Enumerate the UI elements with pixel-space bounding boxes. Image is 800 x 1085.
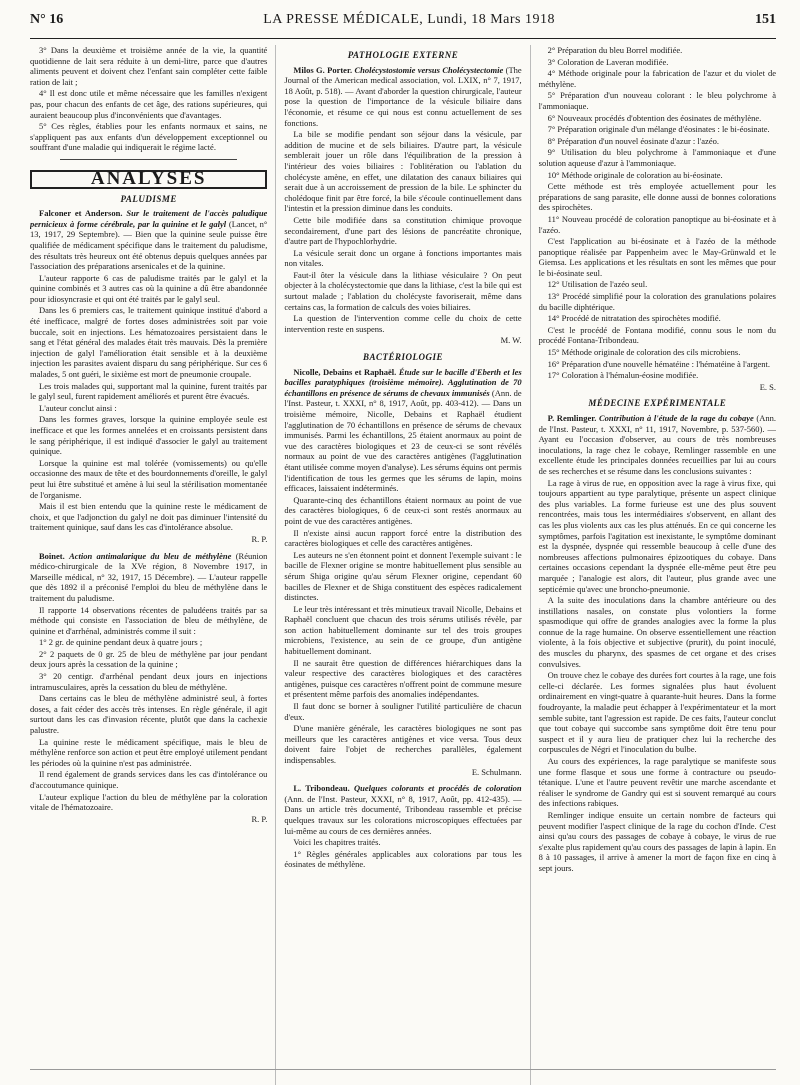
paragraph: 1° Règles générales applicables aux colorations par tous les éosinates de méthylène. bbox=[284, 848, 522, 870]
columns bbox=[30, 45, 776, 1085]
paragraph: Il faut donc se borner à souligner l'utilité particulière de chacun d'eux. bbox=[284, 701, 522, 722]
article-title: Étude sur le bacille d'Eberth et les bacilles paratyphiques (troisième mémoire). Agglutination de 70 échantillons en présence de sérums de chevaux immunisés bbox=[284, 366, 522, 398]
list-item: 9° Utilisation du bleu polychrome à l'ammoniaque et d'une solution aqueuse d'azur à l'ammoniaque. bbox=[538, 147, 776, 168]
paragraph: C'est le procédé de Fontana modifié, connu sous le nom du procédé Fontana-Tribondeau. bbox=[538, 324, 776, 346]
article-title: Quelques colorants et procédés de coloration bbox=[353, 783, 522, 794]
paragraph: Voici les chapitres traités. bbox=[293, 837, 381, 848]
paragraph: La rage à virus de rue, en opposition avec la rage à virus fixe, qui toujours appartient au type paralytique, présente un aspect clinique des plus variables. La forme furieuse est une des plus souvent rencontrées, mais tous les intermédiaires s'observent, en allant des cas les plus violents aux cas les plus atténués. En ce qui concerne les symptômes, parfois l'agitation est inexistante, le symptôme dominant est la dyspnée, dyspnée qui ressemble beaucoup à celle d'une des nombreuses affections pulmonaires épizootiques du cobaye. Dans certaines occasions cependant la dyspnée elle-même peut être peu marquée ; l'analogie est alors, dit l'auteur, plus grande avec une septicémie qu'avec une broncho-pneumonie. bbox=[538, 477, 776, 594]
article-reference: (The Journal of the American medical association, vol. LXIX, n° 7, 1917, 18 Août, p. 518). — Avant d'aborder la question chirurgicale, l'auteur pose la question de l'importance de la vésicule biliaire dans l'économie, et résume ce qui nous est connu actuellement de ses fonctions. bbox=[284, 64, 522, 128]
list-item: 16° Préparation d'une nouvelle hématéine : l'hématéine à l'argent. bbox=[547, 358, 771, 369]
paragraph: D'une manière générale, les caractères biologiques ne sont pas meilleurs que les caractères antigènes et vice versa. Tous deux doivent faire l'objet de recherches parallèles, également indispensables. bbox=[284, 723, 522, 765]
paragraph: Remlinger indique ensuite un certain nombre de facteurs qui peuvent modifier l'aspect clinique de la rage du cochon d'Inde. C'est ainsi qu'au cours des passages de cobaye à cobaye, le virus de rue s'exalte plus rapidement qu'au cours des passages de lapin à lapin. En 8 à 10 passages, il arrive à amener la mort de façon fixe en cinq à sept jours. bbox=[538, 809, 776, 873]
paragraph: L'auteur rapporte 6 cas de paludisme traités par le galyl et la quinine combinés et 3 autres cas où la quinine a dû être abandonnée pour idiosyncrasie et qui ont été traités par le galyl seul. bbox=[30, 272, 268, 304]
paragraph: Faut-il ôter la vésicule dans la lithiase vésiculaire ? On peut objecter à la cholécystectomie que dans la lithiase, c'est la bile qui est surtout malade ; l'ablation du cholécyste favoriserait, même dans certains cas, la formation de calculs des voies biliaires. bbox=[284, 269, 522, 312]
list-item: 1° 2 gr. de quinine pendant deux à quatre jours ; bbox=[39, 637, 203, 648]
article-reference: (Ann. de l'Inst. Pasteur, XXXI, n° 8, 1917, Août, pp. 412-435). — Dans un article très documenté, Tribondeau rassemble et précise quelques travaux sur les colorations microscopiques effectuées par lui-même au cours de ces dernières années. bbox=[284, 793, 522, 836]
column-2 bbox=[275, 45, 521, 1085]
paragraph: Dans les 6 premiers cas, le traitement quinique institué d'abord a été inefficace, malgré de fortes doses administrées soit par voie buccale, soit en injections. Les hématozoaires persistaient dans le sang et l'état général des malades était très mauvais. Dès la première injection de galyl l'amélioration était sensible et à la deuxième injection les parasites avaient disparu du sang périphérique. Sur ces 6 malades, 5 ont guéri, le sixième est mort de pneumonie croupale. bbox=[30, 305, 268, 380]
article-author: L. Tribondeau. bbox=[293, 783, 350, 794]
paragraph: 3° Dans la deuxième et troisième année de la vie, la quantité quotidienne de lait sera réduite à un demi-litre, parce que d'autres aliments peuvent et doivent chez l'enfant sain compléter cette faible ration de lait ; bbox=[30, 45, 268, 87]
paragraph: La quinine reste le médicament spécifique, mais le bleu de méthylène renforce son action et peut être employé utilement pendant les périodes où la quinine n'est pas administrée. bbox=[30, 736, 268, 768]
paragraph: La bile se modifie pendant son séjour dans la vésicule, par addition de mucine et de sels biliaires. D'autre part, la vésicule semblerait jouer un rôle dans l'équilibration de la pression à l'intérieur des voies biliaires : l'oblitération ou l'ablation du cholécyste amène, en effet, une dilatation des canaux biliaires qui serait due à un accroissement de pression de la bile. Le sphincter du cholédoque finit par être forcé, la bile s'écoule continuellement dans l'intestin et la pression diminue dans les conduits. bbox=[284, 129, 522, 214]
bottom-divider bbox=[30, 1069, 776, 1070]
paragraph: La vésicule serait donc un organe à fonctions importantes mais non vitales. bbox=[284, 247, 522, 269]
paragraph: L'auteur conclut ainsi : bbox=[39, 402, 117, 413]
signature: E. Schulmann. bbox=[471, 766, 522, 777]
paragraph: Les auteurs ne s'en étonnent point et donnent l'exemple suivant : le bacille de Flexner origine se montre habituellement plus sensible au sérum Shiga origine qu'au sérum Flexner origine, cependant 60 bacilles de Flexner et de Shiga constituent des espèces radicalement distinctes. bbox=[284, 549, 522, 603]
section-title: ANALYSES bbox=[30, 170, 267, 189]
paragraph: Il n'existe ainsi aucun rapport forcé entre la distribution des caractères biologiques et celle des caractères antigènes. bbox=[284, 527, 522, 549]
list-item: 12° Utilisation de l'azéo seul. bbox=[547, 279, 648, 290]
signature: R. P. bbox=[251, 813, 268, 824]
list-item: 4° Méthode originale pour la fabrication de l'azur et du violet de méthylène. bbox=[538, 68, 776, 89]
list-item: 8° Préparation d'un nouvel éosinate d'azur : l'azéo. bbox=[547, 135, 719, 146]
article-reference: (Réunion médico-chirurgicale de la XVe région, 8 Novembre 1917, in Marseille médical, n° 32, 1917, 15 Décembre). — L'auteur rappelle que dès 1892 il a préconisé l'emploi du bleu de méthylène dans le traitement du paludisme. bbox=[30, 550, 268, 603]
article-title: Cholécystostomie versus Cholécystectomie bbox=[354, 64, 504, 75]
list-item: 11° Nouveau procédé de coloration panoptique au bi-éosinate et à l'azéo. bbox=[538, 213, 776, 235]
list-item: 13° Procédé simplifié pour la coloration des granulations polaires du bacille diphtérique. bbox=[538, 291, 776, 312]
article-author: Falconer et Anderson. bbox=[39, 208, 123, 219]
list-item: 7° Préparation originale d'un mélange d'éosinates : le bi-éosinate. bbox=[547, 124, 770, 135]
list-item: 3° 20 centigr. d'arrhénal pendant deux jours en injections intramusculaires, après la cessation du bleu de méthylène. bbox=[30, 671, 268, 692]
article-reference: (Ann. de l'Inst. Pasteur, t. XXXI, n° 11, 1917, Novembre, p. 537-560). — Ayant eu l'occasion d'observer, au cours de très nombreuses inoculations, la rage chez le cobaye, Remlinger rassemble en une excellente étude les principales données recueillies par lui au cours de ses recherches et se résume dans les conclusions suivantes : bbox=[538, 413, 776, 476]
journal-title: LA PRESSE MÉDICALE, Lundi, 18 Mars 1918 bbox=[263, 12, 555, 27]
paragraph: Dans les formes graves, lorsque la quinine employée seule est inefficace et que les formes annelées et en croissants persistent dans le sang périphérique, il est indiqué d'associer le galyl au traitement quinique. bbox=[30, 414, 268, 457]
signature: R. P. bbox=[251, 533, 268, 544]
article-reference: (Lancet, n° 13, 1917, 29 Septembre). — Bien que la quinine seule puisse être qualifiée de médicament spécifique dans le traitement du paludisme, des résultats très heureux ont été obtenus depuis quelques années par l'association des préparations arsenicales et de la quinine. bbox=[30, 218, 268, 272]
paragraph: Au cours des expériences, la rage paralytique se manifeste sous une forme flasque et sous une forme à contracture ou pseudo-tétanique. L'une et l'autre peuvent revêtir une marche ascendante et réaliser le syndrome de Gandry qui est si souvent remarqué au cours des infections rabiques. bbox=[538, 756, 776, 809]
list-item: 2° 2 paquets de 0 gr. 25 de bleu de méthylène par jour pendant deux jours après la cessation de la quinine ; bbox=[30, 648, 268, 670]
paragraph: Lorsque la quinine est mal tolérée (vomissements) ou qu'elle occasionne des maux de tête et des bourdonnements d'oreille, le galyl peut lui être substitué et amène à lui seul la stérilisation momentanée de l'organisme. bbox=[30, 457, 268, 500]
paragraph: C'est l'application au bi-éosinate et à l'azéo de la méthode panoptique réalisée par Pappenheim avec le May-Grünwald et le Giemsa. Les applications et les résultats en sont les mêmes que pour le bi-éosinate seul. bbox=[538, 236, 776, 278]
paragraph: Mais il est bien entendu que la quinine reste le médicament de choix, et que l'adjonction du galyl ne doit pas diminuer l'intensité du traitement quinique, sauf dans les cas d'intolérance absolue. bbox=[30, 501, 268, 533]
list-item: 10° Méthode originale de coloration au bi-éosinate. bbox=[547, 169, 723, 180]
signature: E. S. bbox=[759, 381, 776, 392]
paragraph: L'auteur explique l'action du bleu de méthylène par la coloration vitale de l'hématozoaire. bbox=[30, 791, 268, 813]
paragraph: Il rapporte 14 observations récentes de paludéens traités par sa méthode qui consiste en l'association de bleu de méthylène, de quinine et d'arrhénal, administrés comme il suit : bbox=[30, 604, 268, 636]
article-title: Sur le traitement de l'accès paludique pernicieux à forme cérébrale, par la quinine et le galyl bbox=[30, 208, 268, 229]
paragraph: Le leur très intéressant et très minutieux travail Nicolle, Debains et Raphaël concluent que chacun des trois sérums utilisés révèle, par son action habituellement dominante sur tel des trois groupes microbiens, l'existence, au sein de ce groupe, d'un antigène habituellement dominant. bbox=[284, 603, 522, 657]
subsection-header: PALUDISME bbox=[120, 193, 177, 204]
subsection-header: BACTÉRIOLOGIE bbox=[362, 352, 443, 363]
paragraph: On trouve chez le cobaye des durées fort courtes à la rage, une fois celle-ci déclarée. Les formes signalées plus haut évoluent ordinairement en vingt-quatre à quarante-huit heures. Dans la forme foudroyante, la maladie peut échapper à l'expérimentateur et la mort semble subite, tant l'agression est rapide. De ces faits, l'auteur conclut que tout cobaye qui succombe sans symptôme doit être tenu pour suspect et il y aura lieu de pratiquer chez lui la recherche des corpuscules de Négri et l'inoculation du bulbe. bbox=[538, 670, 776, 755]
paragraph: 5° Ces règles, établies pour les enfants normaux et sains, ne s'appliquent pas aux enfants d'un développement exceptionnel ou souffrant d'une maladie qui indiquerait le régime lacté. bbox=[30, 121, 268, 153]
column-1 bbox=[30, 45, 267, 1085]
paragraph: Les trois malades qui, supportant mal la quinine, furent traités par le galyl seul, furent rapidement améliorés et purent être évacués. bbox=[30, 380, 268, 402]
paragraph: Cette méthode est très employée actuellement pour les préparations de sang parasite, elle donne aussi de bonnes colorations des spirochètes. bbox=[538, 181, 776, 213]
list-item: 15° Méthode originale de coloration des cils microbiens. bbox=[547, 347, 741, 358]
list-item: 5° Préparation d'un nouveau colorant : le bleu polychrome à l'ammoniaque. bbox=[538, 90, 776, 111]
article-title: Action antimalarique du bleu de méthylène bbox=[69, 550, 232, 561]
column-3 bbox=[530, 45, 776, 1085]
article-reference: (Ann. de l'Inst. Pasteur, t. XXXI, n° 8, 1917, Août, pp. 403-412). — Dans un troisième mémoire, Nicolle, Debains et Raphaël étudient l'agglutination de 70 échantillons en présence de sérums de chevaux immunisés. Parmi les échantillons, 25 étaient anormaux au point de vue des caractères biologiques et 23 de ceux-ci se sont révélés normaux au point de vue des caractères antigènes (l'agglutination étant utilisée comme moyen d'analyse). Les sérums équins ont permis l'identification de tous les germes que les sérums de lapin, moins efficaces, laissaient indéterminés. bbox=[284, 387, 522, 494]
subsection-header: PATHOLOGIE EXTERNE bbox=[347, 50, 459, 60]
article-author: Milos G. Porter. bbox=[293, 64, 353, 75]
list-item: 3° Coloration de Laveran modifiée. bbox=[547, 56, 669, 67]
paragraph: 4° Il est donc utile et même nécessaire que les familles n'exigent pas, pour chacun des enfants de cet âge, des rations supérieures, qui auraient beaucoup plus d'inconvénients que d'avantages. bbox=[30, 88, 268, 120]
signature: M. W. bbox=[500, 335, 522, 346]
list-item: 2° Préparation du bleu Borrel modifiée. bbox=[547, 45, 683, 55]
list-item: 14° Procédé de nitratation des spirochètes modifié. bbox=[547, 313, 721, 324]
article-title: Contribution à l'étude de la rage du cobaye bbox=[599, 413, 754, 423]
page-number: 151 bbox=[754, 12, 776, 27]
list-item: 17° Coloration à l'hémalun-éosine modifiée. bbox=[547, 370, 699, 381]
paragraph: Il rend également de grands services dans les cas d'intolérance ou d'accoutumance quinique. bbox=[30, 769, 268, 790]
paragraph: La question de l'intervention comme celle du choix de cette intervention reste en suspens. bbox=[284, 313, 522, 334]
paragraph: A la suite des inoculations dans la chambre antérieure ou des instillations nasales, on constate plus volontiers la forme spasmodique qui offre de grandes analogies avec la forme la plus connue de la rage humaine. On observe essentiellement une réaction violente, à la fois objective et subjective (prurit), du point inoculé, des muscles du pharynx, des spasmes de cet organe et des crises convulsives. bbox=[538, 595, 776, 669]
paragraph: Dans certains cas le bleu de méthylène administré seul, à fortes doses, a fait céder des accès très intenses. En règle générale, il agit surtout dans les cas d'invasion récente, plutôt que dans la cachexie palustre. bbox=[30, 693, 268, 736]
article-author: P. Remlinger. bbox=[547, 413, 597, 423]
article-author: Nicolle, Debains et Raphaël. bbox=[293, 366, 397, 377]
divider bbox=[60, 159, 237, 160]
subsection-header: MÉDECINE EXPÉRIMENTALE bbox=[588, 398, 727, 409]
paragraph: Cette bile modifiée dans sa constitution chimique provoque secondairement, d'une part des lésions de pancréatite chronique, d'autre part de l'hypochlorhydrie. bbox=[284, 214, 522, 247]
paragraph: Quarante-cinq des échantillons étaient normaux au point de vue des caractères biologiques, 6 de ceux-ci sont restés anormaux au point de vue des caractères antigènes. bbox=[284, 494, 522, 526]
article-author: Boinet. bbox=[39, 550, 65, 561]
issue-number: N° 16 bbox=[30, 12, 64, 27]
paragraph: Il ne saurait être question de différences hiérarchiques dans la valeur respective des caractères biologiques et des caractères antigènes, puisque ces caractères n'offrent point de commune mesure et présentent même parfois des anomalies indépendantes. bbox=[284, 657, 522, 700]
masthead bbox=[30, 12, 776, 39]
list-item: 6° Nouveaux procédés d'obtention des éosinates de méthylène. bbox=[547, 112, 762, 123]
